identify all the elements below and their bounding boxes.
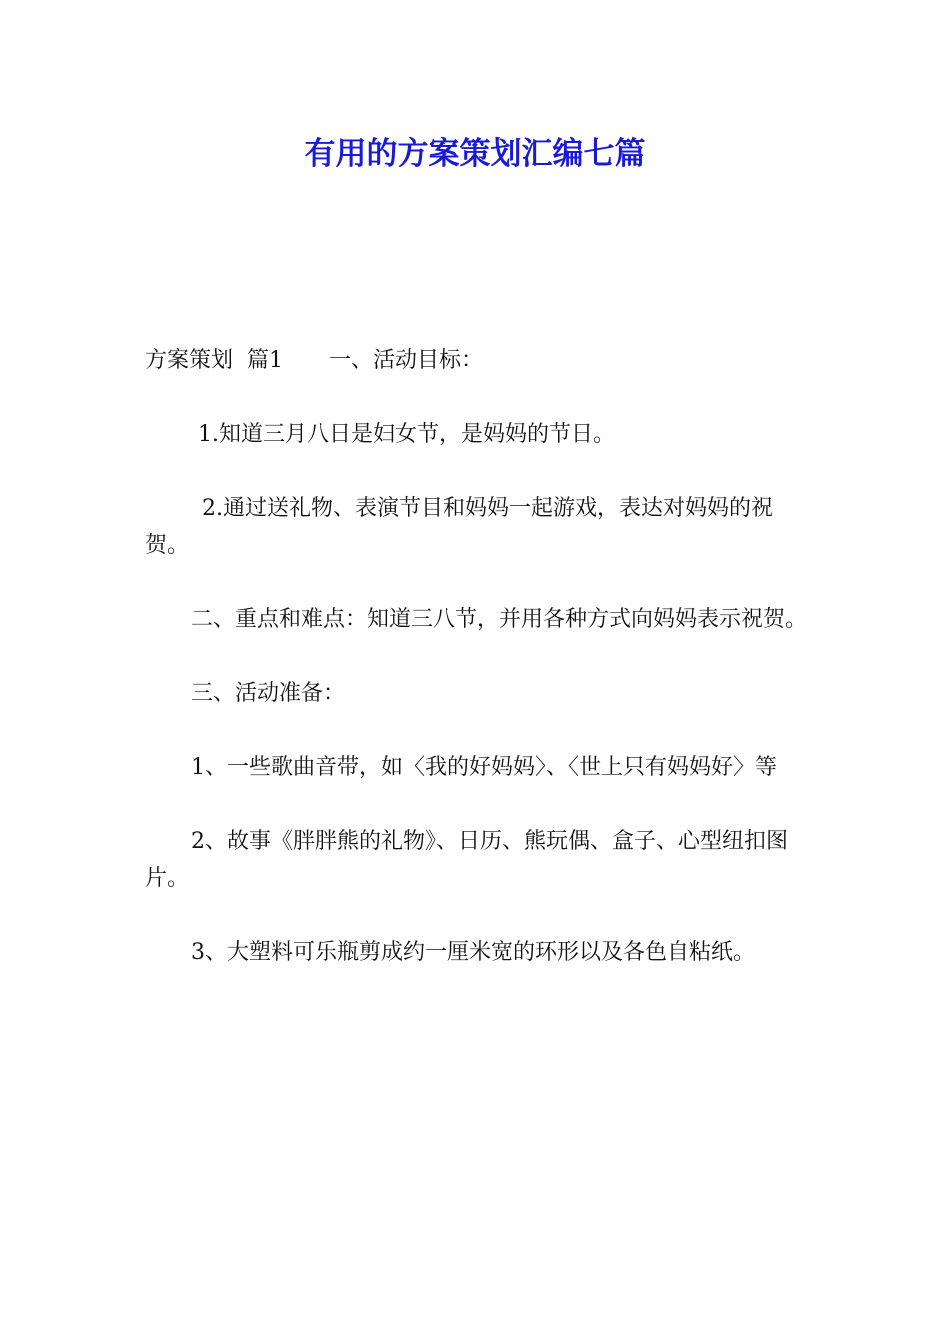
document-title: 有用的方案策划汇编七篇 [304, 136, 646, 172]
paragraph-preparation-heading: 三、活动准备： [191, 681, 346, 706]
paragraph-prep-3: 3、大塑料可乐瓶剪成约一厘米宽的环形以及各色自粘纸。 [191, 940, 755, 965]
paragraph-key-points-text: 二、重点和难点：知道三八节，并用各种方式向妈妈表示祝贺。 [191, 607, 808, 632]
paragraph-goal-2-text: 2.通过送礼物、表演节目和妈妈一起游戏，表达对妈妈的祝贺。 [145, 496, 773, 558]
document-body [145, 342, 810, 1008]
section-label: 方案策划 篇1 [145, 348, 283, 373]
paragraph-key-points [145, 601, 810, 638]
paragraph-prep-2-text: 2、故事《胖胖熊的礼物》、日历、熊玩偶、盒子、心型纽扣图片。 [145, 829, 788, 891]
paragraph-prep-1 [145, 749, 810, 786]
paragraph-prep-2 [145, 823, 810, 897]
first-paragraph [145, 342, 810, 379]
paragraph-goal-1: 1.知道三月八日是妇女节，是妈妈的节日。 [198, 422, 615, 447]
paragraph-prep-1-text: 1、一些歌曲音带，如〈我的好妈妈〉、〈世上只有妈妈好〉等 [191, 755, 777, 780]
section-heading-goals: 一、活动目标： [328, 348, 483, 373]
paragraph-goal-2 [145, 490, 810, 564]
